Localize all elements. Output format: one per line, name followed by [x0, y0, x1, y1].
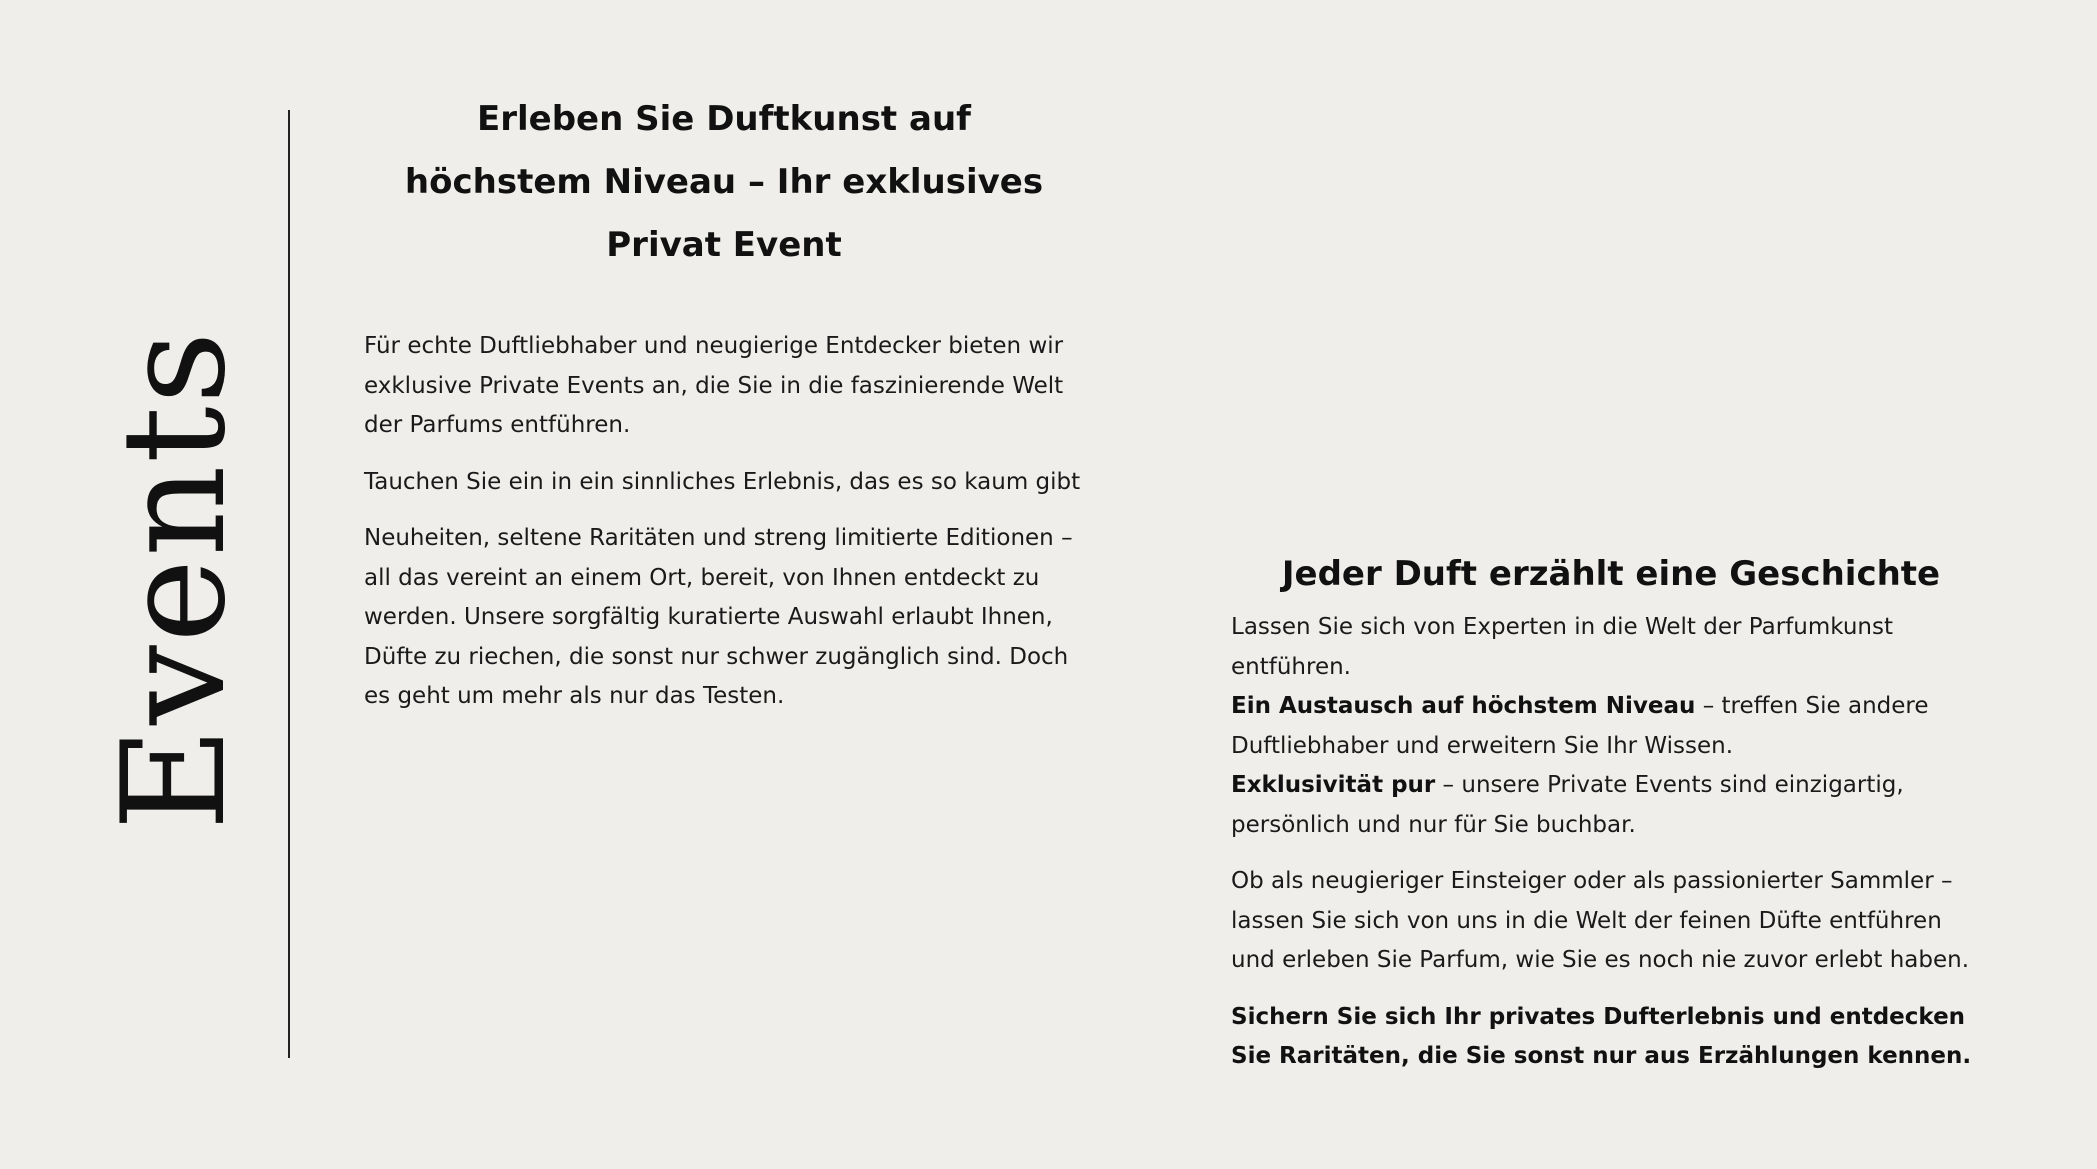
right-intro-line: Lassen Sie sich von Experten in die Welt der Parfumkunst entführen.: [1231, 614, 1893, 680]
right-point-exclusivity-bold: Exklusivität pur: [1231, 772, 1436, 798]
left-column: [364, 88, 1084, 734]
left-heading-line: Erleben Sie Duftkunst auf: [477, 99, 971, 139]
right-paragraph-points: [1231, 608, 1991, 845]
left-paragraph-immerse: Tauchen Sie ein in ein sinnliches Erlebnis, das es so kaum gibt: [364, 468, 1081, 495]
right-heading: Jeder Duft erzählt eine Geschichte: [1281, 554, 1941, 594]
right-paragraph-audience: Ob als neugieriger Einsteiger oder als passionierter Sammler – lassen Sie sich von uns in die Welt der feinen Düfte entführen und erleben Sie Parfum, wie Sie es noch nie zuvor erlebt haben.: [1231, 868, 1970, 973]
right-point-exchange: [1231, 687, 1991, 766]
right-column: [1231, 547, 1991, 1077]
right-point-exclusivity-text: – unsere Private Events sind einzigartig, persönlich und nur für Sie buchbar.: [1231, 772, 1904, 838]
left-heading-line: höchstem Niveau – Ihr exklusives: [404, 162, 1044, 202]
right-point-exchange-bold: Ein Austausch auf höchstem Niveau: [1231, 693, 1696, 719]
right-point-exchange-text: – treffen Sie andere Duftliebhaber und erweitern Sie Ihr Wissen.: [1231, 693, 1929, 759]
vertical-divider: [288, 110, 290, 1058]
left-paragraph-intro: Für echte Duftliebhaber und neugierige Entdecker bieten wir exklusive Private Events an, die Sie in die faszinierende Welt der Parfums entführen.: [364, 333, 1064, 438]
left-paragraph-novelties: Neuheiten, seltene Raritäten und streng limitierte Editionen – all das vereint an einem Ort, bereit, von Ihnen entdeckt zu werden. Unsere sorgfältig kuratierte Auswahl erlaubt Ihnen, Düfte zu riechen, die sonst nur schwer zugänglich sind. Doch es geht um mehr als nur das Testen.: [364, 525, 1073, 709]
left-heading-line: Privat Event: [606, 225, 842, 265]
right-closing-statement: Sichern Sie sich Ihr privates Dufterlebnis und entdecken Sie Raritäten, die Sie sonst nur aus Erzählungen kennen.: [1231, 1003, 1972, 1069]
side-title: Events: [92, 329, 257, 831]
right-point-exclusivity: [1231, 766, 1991, 845]
left-heading: [364, 88, 1084, 277]
